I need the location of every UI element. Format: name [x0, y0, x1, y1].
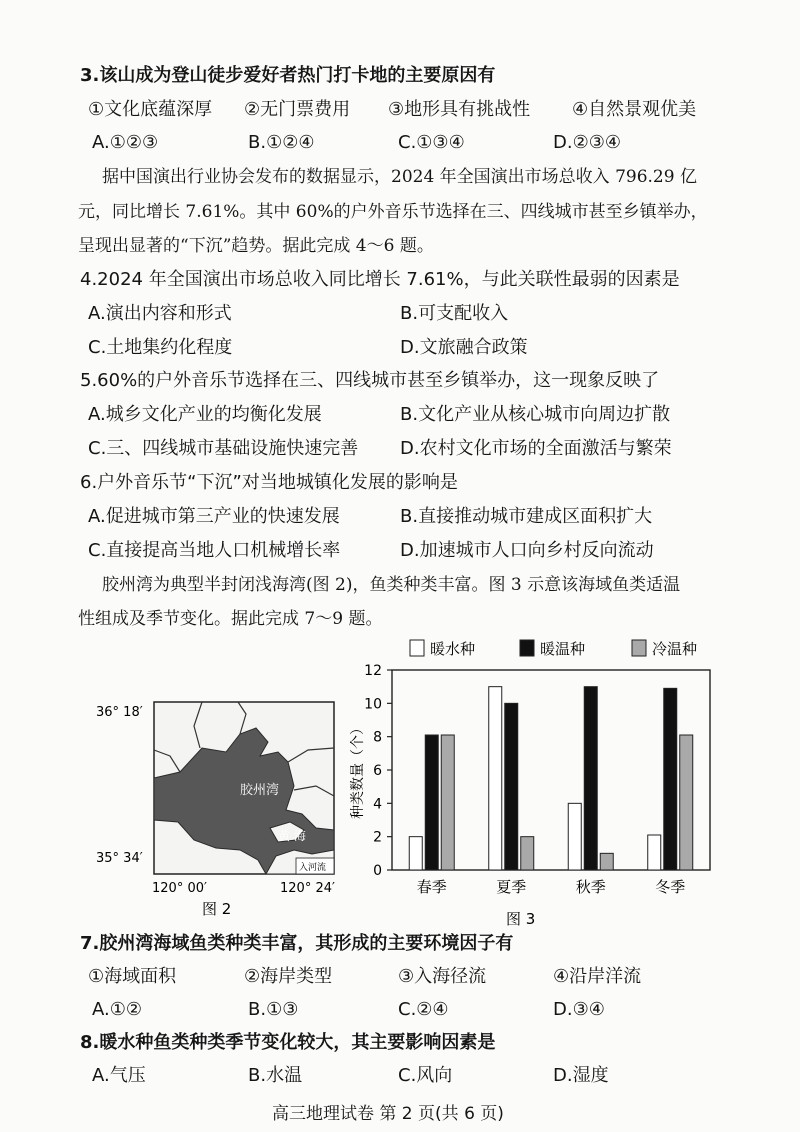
y-tick-label: 10 [364, 696, 382, 713]
q3-option-c: C.①③④ [398, 132, 465, 153]
q7-factor-1: ①海域面积 [88, 966, 177, 987]
q5-option-a: A.城乡文化产业的均衡化发展 [88, 404, 322, 425]
y-tick-label: 2 [373, 829, 382, 846]
map-lon-left: 120° 00′ [152, 881, 207, 896]
passage1-line-2: 元，同比增长 7.61%。其中 60%的户外音乐节选择在三、四线城市甚至乡镇举办， [78, 202, 708, 222]
map-sea-label: 黄 海 [278, 829, 306, 843]
q7-stem: 7.胶州湾海域鱼类种类丰富，其形成的主要环境因子有 [80, 933, 514, 954]
q5-option-b: B.文化产业从核心城市向周边扩散 [400, 404, 671, 425]
q7-factor-4: ④沿岸洋流 [553, 966, 642, 987]
bar-1-1 [505, 703, 518, 870]
y-tick-label: 4 [373, 796, 382, 813]
q3-factor-4: ④自然景观优美 [572, 99, 697, 120]
q6-option-d: D.加速城市人口向乡村反向流动 [400, 540, 654, 561]
bar-0-3 [648, 835, 661, 870]
bar-2-3 [680, 735, 693, 870]
q4-stem: 4.2024 年全国演出市场总收入同比增长 7.61%，与此关联性最弱的因素是 [80, 269, 680, 290]
figure2-map [90, 690, 360, 922]
legend-swatch [410, 640, 424, 656]
figure3-caption: 图 3 [506, 910, 536, 928]
q7-option-a: A.①② [92, 999, 142, 1020]
bar-0-1 [489, 687, 502, 870]
q5-option-c: C.三、四线城市基础设施快速完善 [88, 438, 359, 459]
legend-label: 暖水种 [430, 640, 476, 658]
y-tick-label: 0 [373, 863, 382, 879]
legend-label: 暖温种 [540, 640, 586, 658]
q7-factor-2: ②海岸类型 [244, 966, 333, 987]
legend-swatch [520, 640, 534, 656]
q3-option-a: A.①②③ [92, 132, 159, 153]
x-tick-label: 春季 [416, 878, 447, 896]
q3-option-b: B.①②④ [248, 132, 315, 153]
q7-factor-3: ③入海径流 [398, 966, 487, 987]
q3-factor-2: ②无门票费用 [244, 99, 351, 120]
q4-option-b: B.可支配收入 [400, 303, 509, 324]
map-lon-right: 120° 24′ [280, 881, 335, 896]
x-tick-label: 秋季 [575, 878, 606, 896]
q3-factor-3: ③地形具有挑战性 [388, 99, 531, 120]
figure2-caption: 图 2 [202, 900, 232, 918]
q8-stem: 8.暖水种鱼类种类季节变化较大，其主要影响因素是 [80, 1032, 496, 1053]
q6-stem: 6.户外音乐节“下沉”对当地城镇化发展的影响是 [80, 472, 458, 493]
map-bay-label: 胶州湾 [240, 783, 280, 798]
figure3-chart [340, 630, 720, 930]
passage2-line-1: 胶州湾为典型半封闭浅海湾(图 2)，鱼类种类丰富。图 3 示意该海域鱼类适温 [102, 575, 681, 595]
bar-1-2 [584, 687, 597, 870]
q5-option-d: D.农村文化市场的全面激活与繁荣 [400, 438, 672, 459]
q4-option-c: C.土地集约化程度 [88, 337, 233, 358]
x-tick-label: 冬季 [655, 878, 686, 896]
q6-option-c: C.直接提高当地人口机械增长率 [88, 540, 341, 561]
q8-option-c: C.风向 [398, 1065, 453, 1086]
q6-option-a: A.促进城市第三产业的快速发展 [88, 506, 340, 527]
bar-1-0 [425, 735, 438, 870]
q5-stem: 5.60%的户外音乐节选择在三、四线城市甚至乡镇举办，这一现象反映了 [80, 370, 660, 391]
legend-label: 冷温种 [652, 640, 698, 658]
chart-y-axis-label: 种类数量（个） [350, 721, 366, 819]
q7-option-d: D.③④ [553, 999, 605, 1020]
passage1-line-3: 呈现出显著的“下沉”趋势。据此完成 4～6 题。 [78, 236, 434, 256]
page-footer: 高三地理试卷 第 2 页(共 6 页) [272, 1104, 504, 1124]
map-legend-label: 入河流 [299, 863, 327, 873]
chart-legend [410, 640, 697, 658]
chart-bars [409, 687, 693, 870]
q4-option-a: A.演出内容和形式 [88, 303, 232, 324]
bar-0-0 [409, 837, 422, 870]
y-tick-label: 12 [364, 663, 382, 679]
plot-area-frame [392, 670, 710, 870]
q8-option-a: A.气压 [92, 1065, 146, 1086]
passage1-line-1: 据中国演出行业协会发布的数据显示，2024 年全国演出市场总收入 796.29 亿 [102, 167, 697, 187]
bar-1-3 [664, 688, 677, 870]
x-tick-label: 夏季 [496, 878, 527, 896]
q6-option-b: B.直接推动城市建成区面积扩大 [400, 506, 653, 527]
map-lat-bottom: 35° 34′ [96, 851, 143, 866]
q8-option-d: D.湿度 [553, 1065, 609, 1086]
legend-swatch [632, 640, 646, 656]
q8-option-b: B.水温 [248, 1065, 303, 1086]
q7-option-b: B.①③ [248, 999, 299, 1020]
bar-0-2 [568, 803, 581, 870]
y-tick-label: 6 [373, 763, 382, 779]
map-lat-top: 36° 18′ [96, 705, 143, 720]
q3-factor-1: ①文化底蕴深厚 [88, 99, 213, 120]
q3-stem: 3.该山成为登山徒步爱好者热门打卡地的主要原因有 [80, 65, 496, 86]
bar-2-0 [441, 735, 454, 870]
y-tick-label: 8 [373, 729, 382, 746]
bar-2-2 [600, 853, 613, 870]
bar-2-1 [521, 837, 534, 870]
q3-option-d: D.②③④ [553, 132, 621, 153]
passage2-line-2: 性组成及季节变化。据此完成 7～9 题。 [78, 609, 383, 629]
q4-option-d: D.文旅融合政策 [400, 337, 528, 358]
q7-option-c: C.②④ [398, 999, 449, 1020]
